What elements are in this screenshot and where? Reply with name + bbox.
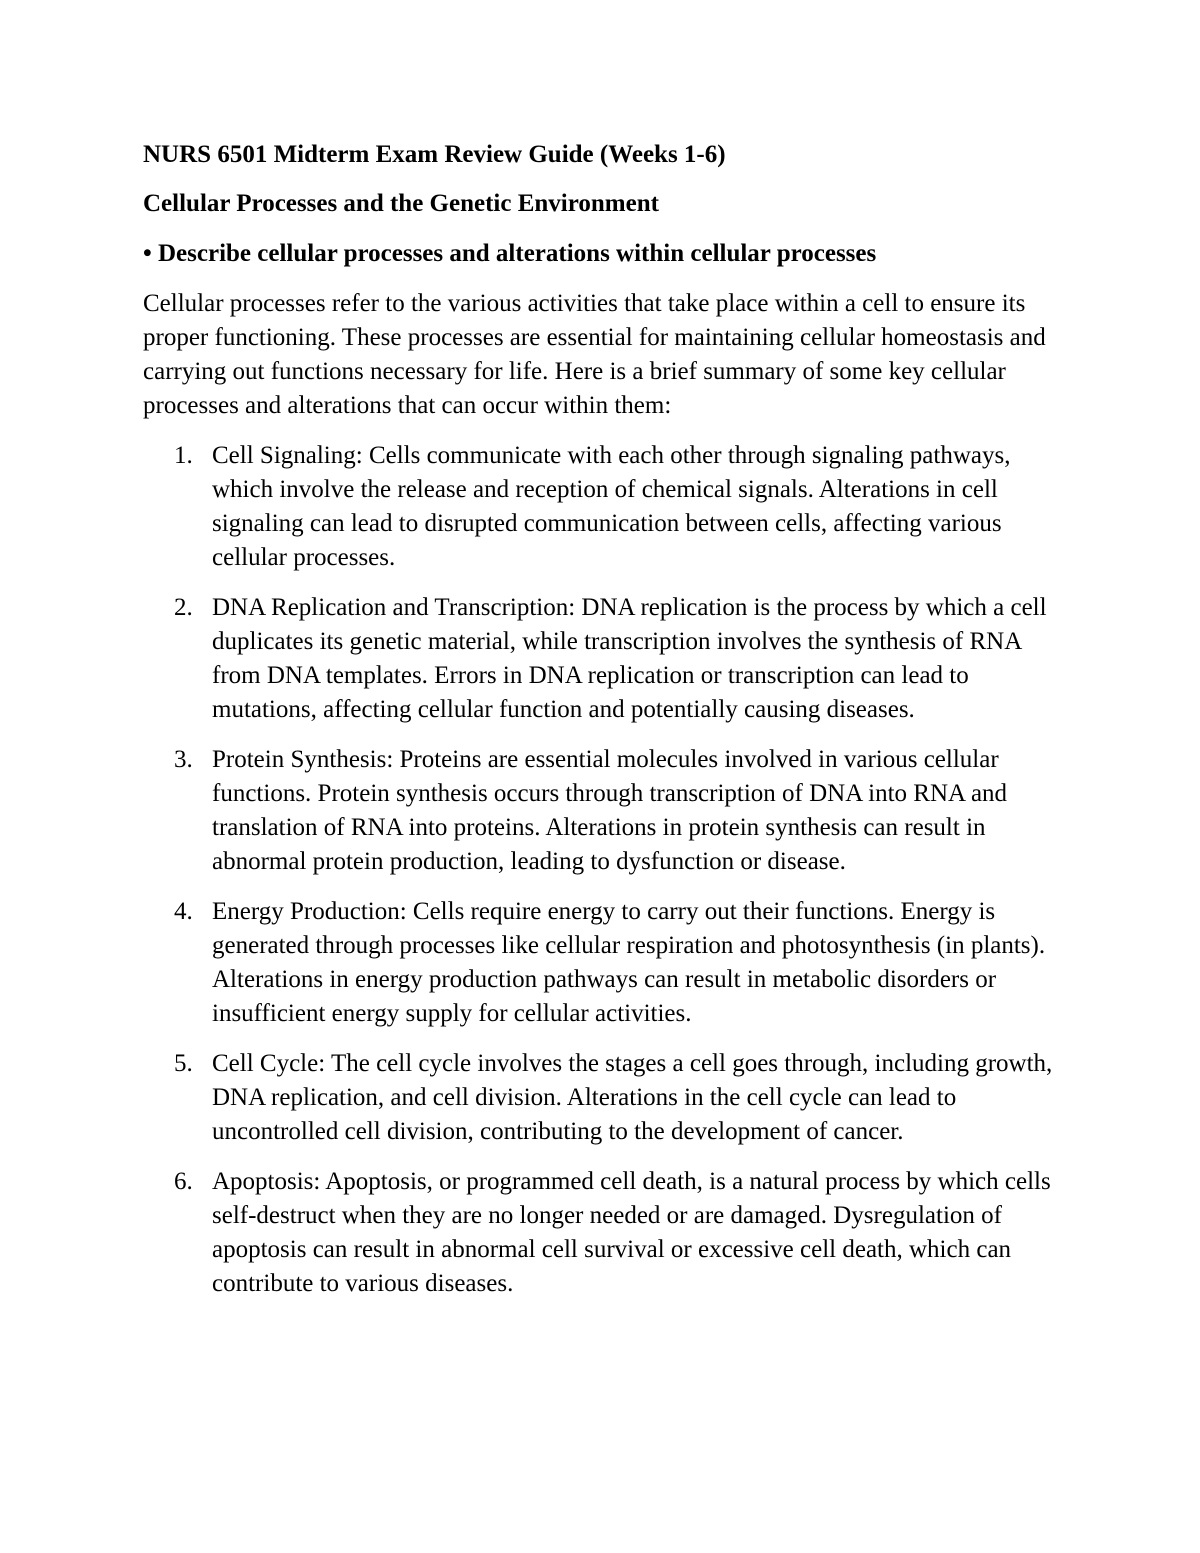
list-item [143,439,1063,575]
list-item [143,1165,1063,1301]
document-page [143,138,1063,1317]
list-item-text: Protein Synthesis: Proteins are essential molecules involved in various cellular functions. Protein synthesis occurs through transcription of DNA into RNA and translation of RNA into proteins. Alterations in protein synthesis can result in abnormal protein production, leading to dysfunction or disease. [212,746,1008,875]
list-item-text: Cell Signaling: Cells communicate with each other through signaling pathways, which involve the release and reception of chemical signals. Alterations in cell signaling can lead to disrupted communication between cells, affecting various cellular processes. [212,442,1011,571]
intro-paragraph: Cellular processes refer to the various activities that take place within a cell to ensure its proper functioning. These processes are essential for maintaining cellular homeostasis and carrying out functions necessary for life. Here is a brief summary of some key cellular processes and alterations that can occur within them: [143,290,1046,419]
list-item-text: Cell Cycle: The cell cycle involves the stages a cell goes through, including growth, DNA replication, and cell division. Alterations in the cell cycle can lead to uncontrolled cell division, contributing to the development of cancer. [212,1050,1053,1145]
list-item-text: DNA Replication and Transcription: DNA replication is the process by which a cell duplicates its genetic material, while transcription involves the synthesis of RNA from DNA templates. Errors in DNA replication or transcription can lead to mutations, affecting cellular function and potentially causing diseases. [212,594,1047,723]
list-item-number: 1. [174,442,193,469]
learning-objective: • Describe cellular processes and alterations within cellular processes [143,240,877,267]
list-item [143,591,1063,727]
list-item-text: Energy Production: Cells require energy to carry out their functions. Energy is generated through processes like cellular respiration and photosynthesis (in plants). Alterations in energy production pathways can result in metabolic disorders or insufficient energy supply for cellular activities. [212,898,1046,1027]
list-item [143,1047,1063,1149]
list-item [143,895,1063,1031]
list-item-number: 2. [174,594,193,621]
process-list [143,439,1063,1301]
list-item [143,743,1063,879]
document-title: NURS 6501 Midterm Exam Review Guide (Weeks 1-6) [143,141,726,168]
list-item-text: Apoptosis: Apoptosis, or programmed cell death, is a natural process by which cells self-destruct when they are no longer needed or are damaged. Dysregulation of apoptosis can result in abnormal cell survival or excessive cell death, which can contribute to various diseases. [212,1168,1051,1297]
section-heading: Cellular Processes and the Genetic Environment [143,190,659,217]
list-item-number: 3. [174,746,193,773]
list-item-number: 6. [174,1168,193,1195]
list-item-number: 4. [174,898,193,925]
list-item-number: 5. [174,1050,193,1077]
